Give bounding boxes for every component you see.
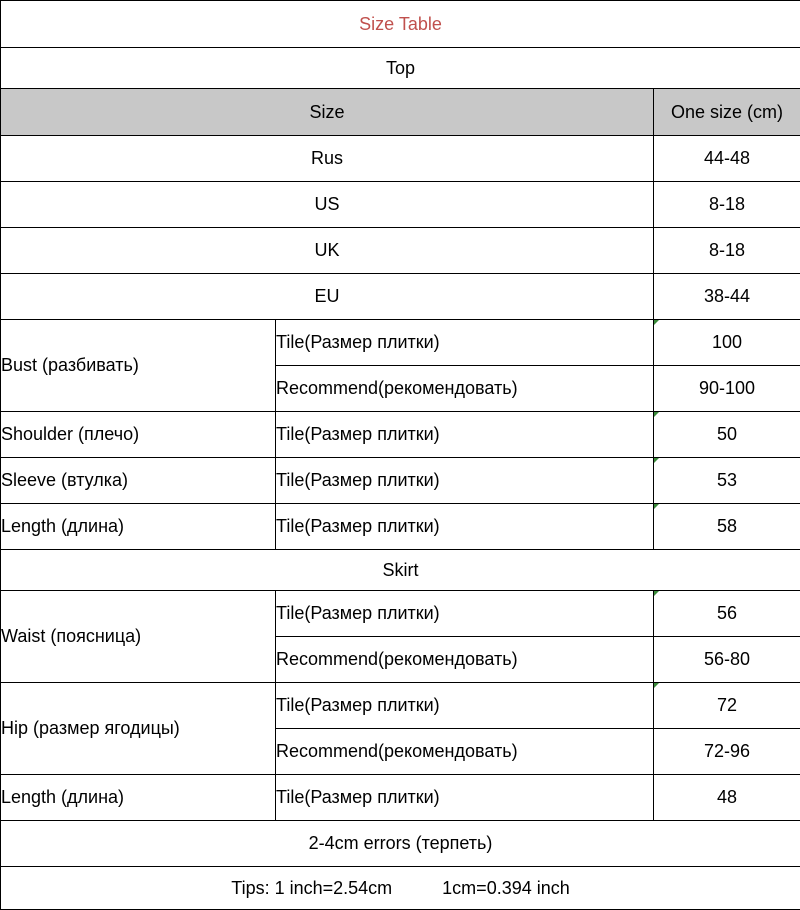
cell-marker-icon	[654, 504, 659, 509]
table-row	[1, 775, 800, 821]
measure-type-tile: Tile(Размер плитки)	[276, 775, 654, 821]
tip-inch: Tips: 1 inch=2.54cm	[231, 878, 392, 898]
section-heading-skirt: Skirt	[1, 550, 800, 591]
size-system-label: US	[1, 182, 654, 228]
table-row	[1, 412, 800, 458]
measure-label-bust: Bust (разбивать)	[1, 320, 276, 412]
header-one-size: One size (cm)	[654, 89, 800, 136]
tip-cm: 1cm=0.394 inch	[442, 878, 570, 898]
table-row	[1, 591, 800, 637]
measure-value	[654, 458, 800, 504]
measure-value	[654, 412, 800, 458]
size-system-label: Rus	[1, 136, 654, 182]
table-row	[1, 228, 800, 274]
table-row	[1, 136, 800, 182]
measure-value-text: 53	[717, 470, 737, 490]
measure-value: 48	[654, 775, 800, 821]
table-row	[1, 867, 800, 910]
measure-type-tile: Tile(Размер плитки)	[276, 412, 654, 458]
measure-type-tile: Tile(Размер плитки)	[276, 458, 654, 504]
measure-value: 72-96	[654, 729, 800, 775]
measure-type-tile: Tile(Размер плитки)	[276, 591, 654, 637]
cell-marker-icon	[654, 683, 659, 688]
measure-value	[654, 683, 800, 729]
table-row	[1, 182, 800, 228]
size-system-value: 38-44	[654, 274, 800, 320]
measure-label-hip: Hip (размер ягодицы)	[1, 683, 276, 775]
cell-marker-icon	[654, 412, 659, 417]
table-row	[1, 504, 800, 550]
measure-type-recommend: Recommend(рекомендовать)	[276, 637, 654, 683]
header-size: Size	[1, 89, 654, 136]
measure-value-text: 50	[717, 424, 737, 444]
table-row	[1, 683, 800, 729]
table-row	[1, 320, 800, 366]
measure-type-recommend: Recommend(рекомендовать)	[276, 729, 654, 775]
errors-note: 2-4cm errors (терпеть)	[1, 821, 800, 867]
section-heading-top: Top	[1, 48, 800, 89]
size-system-label: EU	[1, 274, 654, 320]
size-system-value: 8-18	[654, 228, 800, 274]
measure-type-tile: Tile(Размер плитки)	[276, 320, 654, 366]
measure-label-length: Length (длина)	[1, 775, 276, 821]
measure-value	[654, 591, 800, 637]
table-row	[1, 821, 800, 867]
size-system-label: UK	[1, 228, 654, 274]
measure-value-text: 56	[717, 603, 737, 623]
measure-value-text: 72	[717, 695, 737, 715]
measure-value-text: 100	[712, 332, 742, 352]
measure-value-text: 58	[717, 516, 737, 536]
measure-label-shoulder: Shoulder (плечо)	[1, 412, 276, 458]
measure-type-tile: Tile(Размер плитки)	[276, 683, 654, 729]
size-system-value: 44-48	[654, 136, 800, 182]
measure-label-sleeve: Sleeve (втулка)	[1, 458, 276, 504]
measure-value: 56-80	[654, 637, 800, 683]
measure-value: 90-100	[654, 366, 800, 412]
conversion-tips	[1, 867, 800, 910]
measure-type-tile: Tile(Размер плитки)	[276, 504, 654, 550]
table-row	[1, 458, 800, 504]
measure-value	[654, 320, 800, 366]
cell-marker-icon	[654, 320, 659, 325]
size-system-value: 8-18	[654, 182, 800, 228]
measure-type-recommend: Recommend(рекомендовать)	[276, 366, 654, 412]
page-title: Size Table	[1, 1, 800, 48]
measure-value	[654, 504, 800, 550]
cell-marker-icon	[654, 591, 659, 596]
table-row	[1, 274, 800, 320]
measure-label-waist: Waist (поясница)	[1, 591, 276, 683]
cell-marker-icon	[654, 458, 659, 463]
measure-label-length: Length (длина)	[1, 504, 276, 550]
